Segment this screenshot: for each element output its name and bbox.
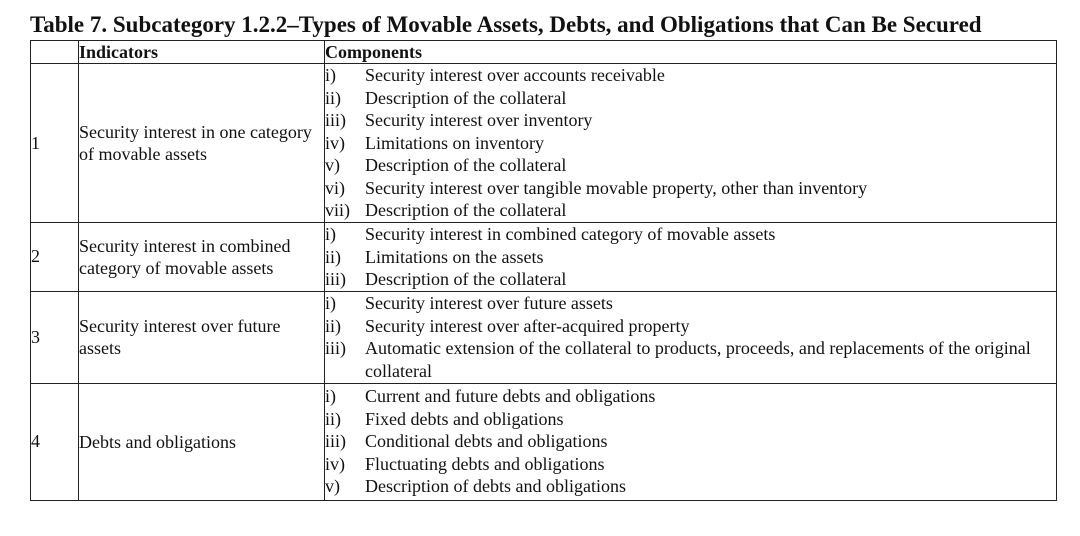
row-number: 1: [31, 64, 79, 223]
component-list: [325, 64, 1056, 222]
item-text: Description of the collateral: [365, 200, 567, 221]
header-indicators: Indicators: [79, 41, 325, 64]
row-number: 4: [31, 383, 79, 500]
item-numeral: i): [325, 65, 336, 86]
item-text: Security interest over accounts receivable: [365, 65, 665, 86]
item-text: Automatic extension of the collateral to products, proceeds, and replacements of the original collateral: [365, 338, 1031, 381]
item-numeral: v): [325, 476, 340, 497]
item-numeral: i): [325, 224, 336, 244]
item-numeral: ii): [325, 246, 341, 267]
item-text: Fixed debts and obligations: [365, 408, 564, 429]
item-text: Description of the collateral: [365, 155, 567, 176]
item-text: Limitations on inventory: [365, 132, 544, 153]
table-row: [31, 64, 1057, 223]
row-components: [325, 223, 1057, 292]
item-text: Description of the collateral: [365, 87, 567, 108]
component-list: [325, 385, 1056, 498]
item-numeral: iv): [325, 132, 345, 153]
item-text: Security interest over tangible movable property, other than inventory: [365, 177, 868, 198]
row-indicator: Debts and obligations: [79, 383, 325, 500]
item-numeral: iii): [325, 338, 346, 358]
item-numeral: vii): [325, 200, 350, 221]
item-numeral: ii): [325, 408, 341, 429]
row-components: [325, 291, 1057, 383]
item-text: Limitations on the assets: [365, 246, 544, 267]
components-table: [30, 40, 1057, 501]
item-numeral: ii): [325, 315, 341, 336]
header-number-cell: [31, 41, 79, 64]
item-text: Fluctuating debts and obligations: [365, 453, 605, 474]
component-list: [325, 292, 1056, 382]
item-text: Security interest over future assets: [365, 293, 613, 313]
item-text: Security interest in combined category of movable assets: [365, 224, 776, 244]
item-numeral: iii): [325, 269, 346, 289]
row-components: [325, 383, 1057, 500]
row-number: 2: [31, 223, 79, 292]
item-text: Description of debts and obligations: [365, 476, 626, 497]
row-indicator: Security interest in combined category of movable assets: [79, 223, 325, 292]
item-numeral: iii): [325, 110, 346, 131]
table-row: [31, 291, 1057, 383]
table-row: [31, 223, 1057, 292]
item-text: Description of the collateral: [365, 269, 567, 289]
item-text: Conditional debts and obligations: [365, 431, 608, 452]
item-numeral: ii): [325, 87, 341, 108]
table-title: Table 7. Subcategory 1.2.2–Types of Movable Assets, Debts, and Obligations that Can Be Secured: [30, 12, 982, 37]
item-text: Current and future debts and obligations: [365, 386, 656, 407]
item-numeral: vi): [325, 177, 345, 198]
row-number: 3: [31, 291, 79, 383]
item-numeral: i): [325, 293, 336, 313]
row-components: [325, 64, 1057, 223]
item-numeral: iv): [325, 453, 345, 474]
component-list: [325, 223, 1056, 291]
item-numeral: v): [325, 155, 340, 176]
item-text: Security interest over inventory: [365, 110, 593, 131]
item-numeral: i): [325, 386, 336, 407]
item-numeral: iii): [325, 431, 346, 452]
header-components: Components: [325, 41, 1057, 64]
table-header-row: [31, 41, 1057, 64]
row-indicator: Security interest in one category of movable assets: [79, 64, 325, 223]
table-row: [31, 383, 1057, 500]
item-text: Security interest over after-acquired property: [365, 315, 690, 336]
row-indicator: Security interest over future assets: [79, 291, 325, 383]
